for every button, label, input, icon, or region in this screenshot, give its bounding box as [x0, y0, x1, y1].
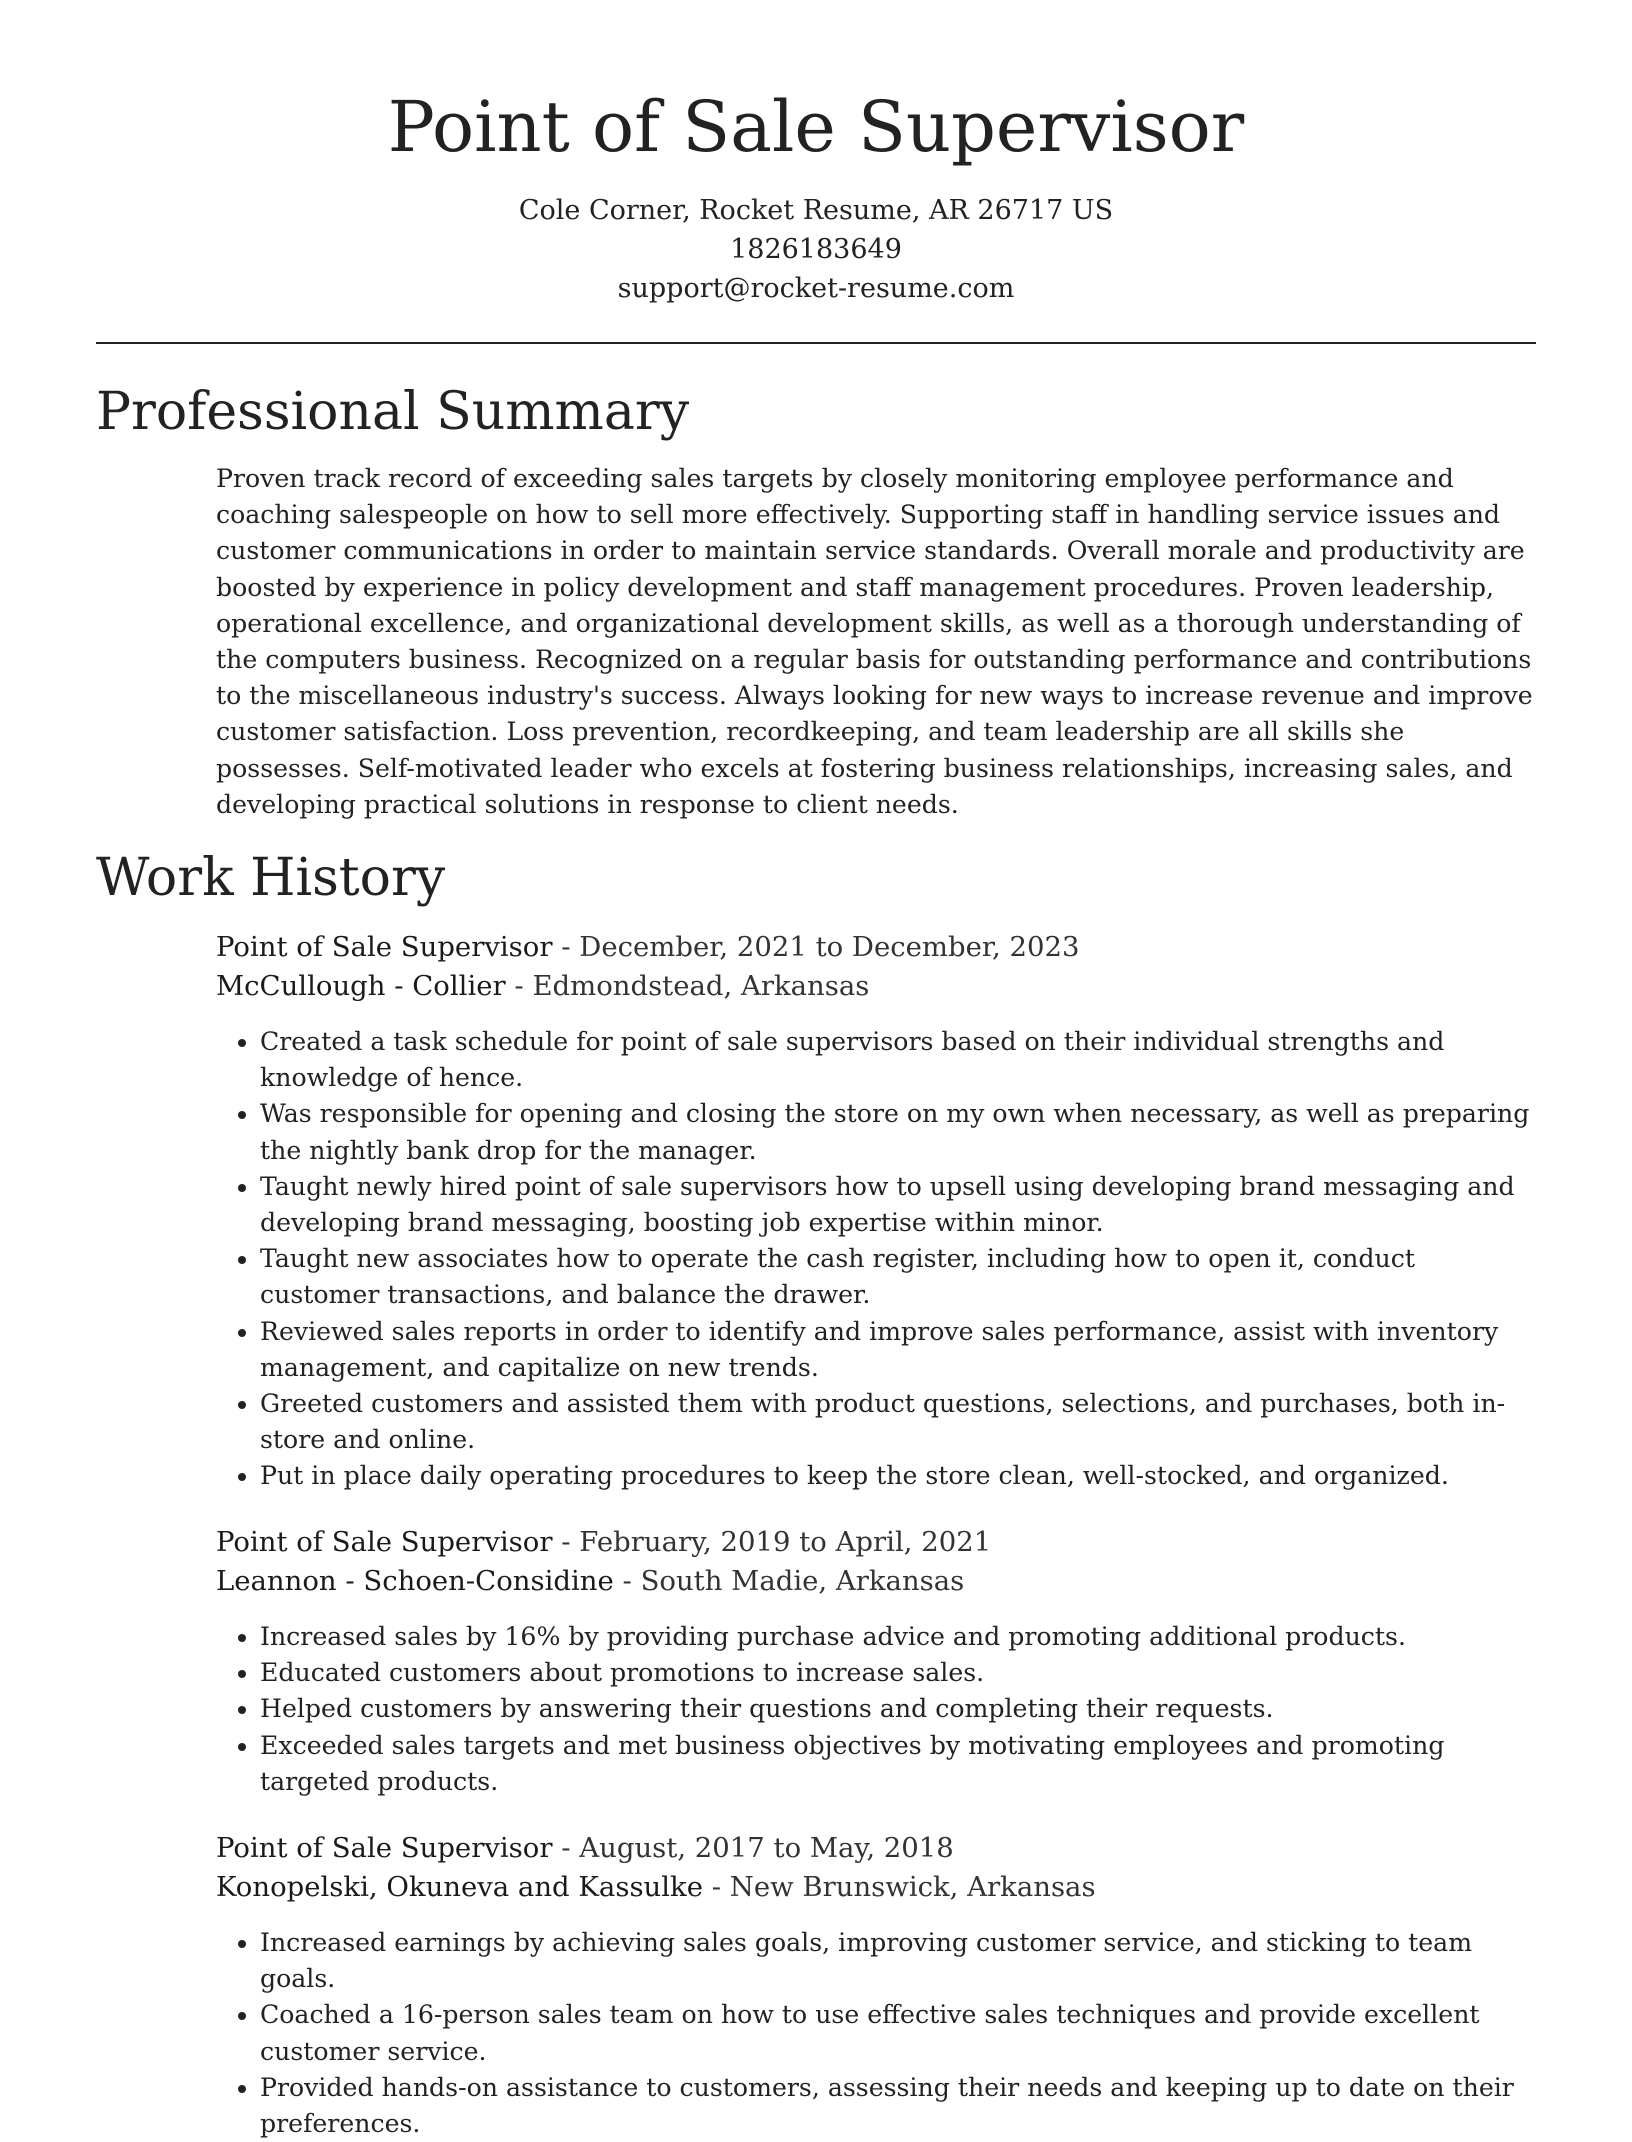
job-entry-3 — [216, 1829, 1536, 2142]
header-divider — [96, 342, 1536, 344]
job-title: Point of Sale Supervisor — [216, 931, 553, 963]
job-company: Leannon - Schoen-Considine — [216, 1565, 614, 1597]
summary-text: Proven track record of exceeding sales targets by closely monitoring employee performance and coaching salespeople on how to sell more effectively. Supporting staff in handling service issues and customer communications in order to maintain service standards. Overall morale and productivity are boosted by experience in policy development and staff management procedures. Proven leadership, operational excellence, and organizational development skills, as well as a thorough understanding of the computers business. Recognized on a regular basis for outstanding performance and contributions to the miscellaneous industry's success. Always looking for new ways to increase revenue and improve customer satisfaction. Loss prevention, recordkeeping, and team leadership are all skills she possesses. Self-motivated leader who excels at fostering business relationships, increasing sales, and developing practical solutions in response to client needs. — [216, 464, 1533, 819]
list-item: • Increased earnings by achieving sales goals, improving customer service, and sticking to team goals. — [260, 1925, 1536, 1997]
job-location: - Edmondstead, Arkansas — [505, 970, 870, 1002]
job-location: - New Brunswick, Arkansas — [703, 1871, 1096, 1903]
list-item: • Greeted customers and assisted them with product questions, selections, and purchases, both in-store and online. — [260, 1386, 1536, 1458]
list-item: • Exceeded sales targets and met business objectives by motivating employees and promoting targeted products. — [260, 1728, 1536, 1800]
list-item: • Taught newly hired point of sale supervisors how to upsell using developing brand messaging and developing brand messaging, boosting job expertise within minor. — [260, 1169, 1536, 1241]
contact-email: support@rocket-resume.com — [617, 273, 1015, 304]
job-title: Point of Sale Supervisor — [216, 1832, 553, 1864]
list-item: • Put in place daily operating procedures to keep the store clean, well-stocked, and organized. — [260, 1458, 1536, 1494]
contact-address: Cole Corner, Rocket Resume, AR 26717 US — [518, 195, 1114, 226]
job-entry-2 — [216, 1523, 1536, 1800]
job-location: - South Madie, Arkansas — [613, 1565, 965, 1597]
list-item: • Coached a 16-person sales team on how to use effective sales techniques and provide excellent customer service. — [260, 1997, 1536, 2069]
job-company-line — [216, 967, 1536, 1006]
list-item: • Educated customers about promotions to increase sales. — [260, 1655, 1536, 1691]
list-item: • Taught new associates how to operate the cash register, including how to open it, conduct customer transactions, and balance the drawer. — [260, 1241, 1536, 1313]
list-item: • Reviewed sales reports in order to identify and improve sales performance, assist with inventory management, and capitalize on new trends. — [260, 1314, 1536, 1386]
job-title-line — [216, 1829, 1536, 1868]
job-company-line — [216, 1868, 1536, 1907]
job-bullets — [216, 1925, 1536, 2142]
job-dates: - February, 2019 to April, 2021 — [552, 1526, 992, 1558]
work-history-heading: Work History — [96, 848, 446, 908]
job-bullets — [216, 1024, 1536, 1495]
job-title-line — [216, 1523, 1536, 1562]
job-title-line — [216, 928, 1536, 967]
job-company: Konopelski, Okuneva and Kassulke — [216, 1871, 703, 1903]
contact-block — [0, 191, 1632, 308]
list-item: • Was responsible for opening and closing the store on my own when necessary, as well as preparing the nightly bank drop for the manager. — [260, 1096, 1536, 1168]
list-item: • Helped customers by answering their questions and completing their requests. — [260, 1691, 1536, 1727]
contact-phone: 1826183649 — [730, 234, 902, 265]
resume-name: Point of Sale Supervisor — [387, 86, 1245, 168]
job-bullets — [216, 1619, 1536, 1800]
job-title: Point of Sale Supervisor — [216, 1526, 553, 1558]
job-entry-1 — [216, 928, 1536, 1495]
job-dates: - August, 2017 to May, 2018 — [552, 1832, 954, 1864]
job-company-line — [216, 1562, 1536, 1601]
list-item: • Increased sales by 16% by providing purchase advice and promoting additional products. — [260, 1619, 1536, 1655]
list-item: • Created a task schedule for point of sale supervisors based on their individual strengths and knowledge of hence. — [260, 1024, 1536, 1096]
summary-heading: Professional Summary — [96, 382, 690, 442]
list-item: • Provided hands-on assistance to customers, assessing their needs and keeping up to date on their preferences. — [260, 2070, 1536, 2142]
job-dates: - December, 2021 to December, 2023 — [552, 931, 1080, 963]
job-company: McCullough - Collier — [216, 970, 506, 1002]
